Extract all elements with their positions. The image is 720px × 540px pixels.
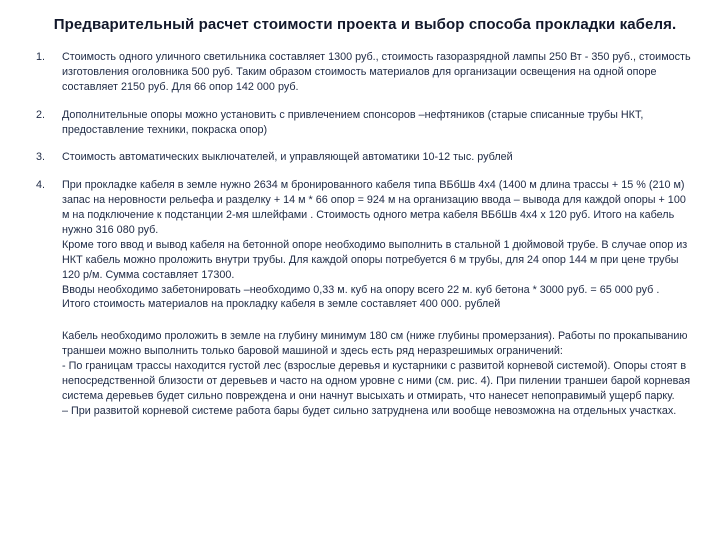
footer-note: [62, 329, 694, 418]
paragraph: Стоимость одного уличного светильника составляет 1300 руб., стоимость газоразрядной лампы 250 Вт - 350 руб., стоимость изготовления оголовника 500 руб. Таким образом стоимость материалов для организации освещения на одной опоре составляет 2150 руб. Для 66 опор 142 000 руб.: [62, 51, 691, 93]
numbered-list: [36, 50, 694, 312]
item-text: [62, 150, 694, 165]
list-item: [36, 178, 694, 312]
list-item: [36, 108, 694, 138]
item-number: 4.: [36, 179, 46, 192]
paragraph: - По границам трассы находится густой лес (взрослые деревья и кустарники с развитой корневой системой). Опоры стоят в непосредственной близости от деревьев и часто на одном уровне с ними (см. рис. 4). При пилении траншеи барой корневая система деревьев будет сильно повреждена и они начнут высыхать и отмирать, что нанесет непоправимый ущерб парку.: [62, 360, 691, 402]
paragraph: Кроме того ввод и вывод кабеля на бетонной опоре необходимо выполнить в стальной 1 дюймовой трубе. В случае опор из НКТ кабель можно проложить внутри трубы. Для каждой опоры потребуется 6 м трубы, для 24 опор 144 м при цене трубы 120 р/м. Сумма составляет 17300.: [62, 238, 688, 281]
item-number: 1.: [36, 51, 46, 63]
paragraph: Итого стоимость материалов на прокладку кабеля в земле составляет 400 000. рублей: [62, 298, 501, 311]
page-title: Предварительный расчет стоимости проекта и выбор способа прокладки кабеля.: [53, 16, 677, 33]
list-item: [36, 150, 694, 165]
paragraph: Дополнительные опоры можно установить с привлечением спонсоров –нефтяников (старые списанные трубы НКТ, предоставление техники, покраска опор): [62, 108, 644, 136]
paragraph: Кабель необходимо проложить в земле на глубину минимум 180 см (ниже глубины промерзания). Работы по прокапыванию траншеи можно выполнить только баровой машиной и здесь есть ряд неразрешимых ограничений:: [62, 330, 688, 358]
item-text: [62, 108, 694, 138]
paragraph: Вводы необходимо забетонировать –необходимо 0,33 м. куб на опору всего 22 м. куб бетона * 3000 руб. = 65 000 руб .: [62, 283, 660, 296]
list-item: [36, 50, 694, 95]
item-number: 2.: [36, 108, 46, 121]
paragraph: Стоимость автоматических выключателей, и управляющей автоматики 10-12 тыс. рублей: [62, 151, 513, 164]
paragraph: При прокладке кабеля в земле нужно 2634 м бронированного кабеля типа ВБбШв 4х4 (1400 м длина трассы + 15 % (210 м) запас на неровности рельефа и разделку + 14 м * 66 опор = 924 м на организацию ввода – вывода для каждой опоры + 100 м на подключение к подстанции 2-мя шлейфами . Стоимость одного метра кабеля ВБбШв 4х4 х 120 руб. Итого на кабель нужно 316 080 руб.: [62, 179, 686, 237]
paragraph: – При развитой корневой системе работа бары будет сильно затруднена или вообще невозможна на отдельных участках.: [62, 404, 677, 417]
item-text: [62, 50, 694, 95]
item-number: 3.: [36, 151, 46, 164]
item-text: [62, 178, 694, 312]
